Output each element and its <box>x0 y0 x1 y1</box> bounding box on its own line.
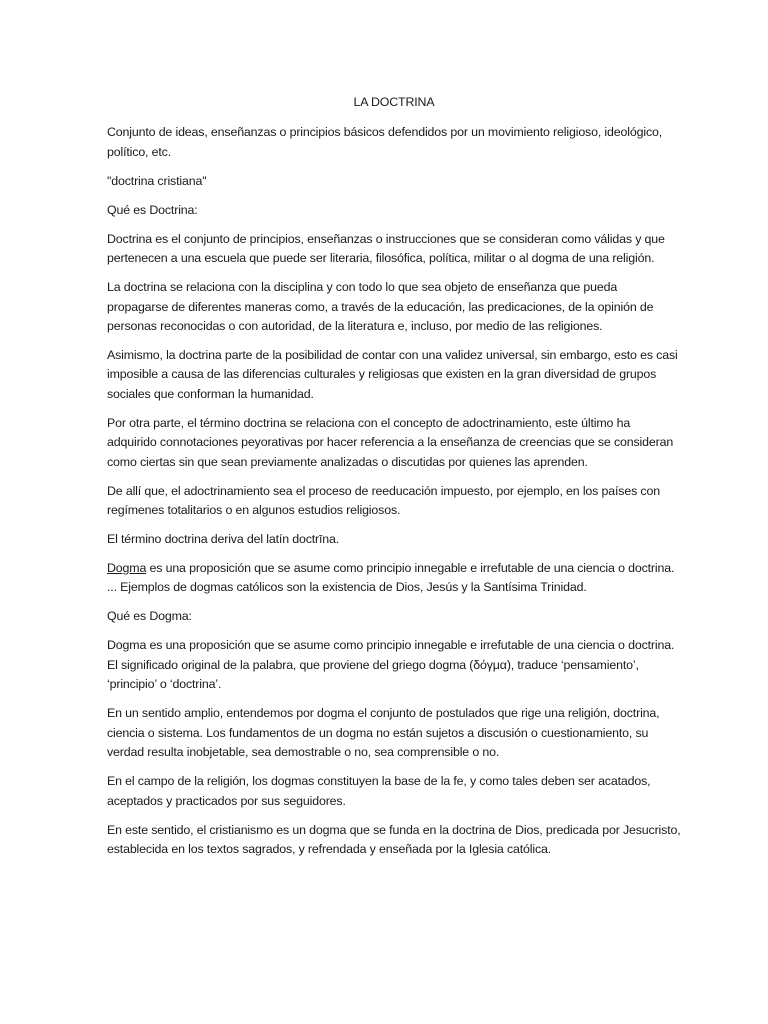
paragraph-adoctrinamiento: Por otra parte, el término doctrina se relaciona con el concepto de adoctrinamiento, este último ha adquirido connotaciones peyorativas por hacer referencia a la enseñanza de creencias que se consideran como ciertas sin que sean previamente analizadas o discutidas por quienes las aprenden. <box>107 415 674 469</box>
paragraph-dogma-intro <box>107 559 681 598</box>
paragraph-sentido-amplio: En un sentido amplio, entendemos por dogma el conjunto de postulados que rige una religión, doctrina, ciencia o sistema. Los fundamentos de un dogma no están sujetos a discusión o cuestionamiento, su verdad resulta inobjetable, sea demostrable o no, sea comprensible o no. <box>107 706 660 760</box>
paragraph-dogma-definicion: Dogma es una proposición que se asume como principio innegable e irrefutable de una ciencia o doctrina. El significado original de la palabra, que proviene del griego dogma (δόγμα), traduce ‘pensamiento’, ‘principio’ o ‘doctrina’. <box>107 638 675 692</box>
paragraph-campo-religion: En el campo de la religión, los dogmas constituyen la base de la fe, y como tales deben ser acatados, aceptados y practicados por sus seguidores. <box>107 774 651 808</box>
document-title: LA DOCTRINA <box>353 95 435 109</box>
paragraph-definition: Conjunto de ideas, enseñanzas o principios básicos defendidos por un movimiento religioso, ideológico, político, etc. <box>107 125 663 159</box>
paragraph-etimologia: El término doctrina deriva del latín doctrīna. <box>107 532 340 547</box>
paragraph-doctrina-disciplina: La doctrina se relaciona con la disciplina y con todo lo que sea objeto de enseñanza que pueda propagarse de diferentes maneras como, a través de la educación, las predicaciones, de la opinión de personas reconocidas o con autoridad, de la literatura e, incluso, por medio de las religiones. <box>107 280 654 334</box>
paragraph-de-alli: De allí que, el adoctrinamiento sea el proceso de reeducación impuesto, por ejemplo, en los países con regímenes totalitarios o en algunos estudios religiosos. <box>107 483 660 518</box>
paragraph-cristianismo: En este sentido, el cristianismo es un dogma que se funda en la doctrina de Dios, predicada por Jesucristo, establecida en los textos sagrados, y refrendada y enseñada por la Iglesia católica. <box>107 822 681 856</box>
paragraph-doctrina-conjunto: Doctrina es el conjunto de principios, enseñanzas o instrucciones que se consideran como válidas y que pertenecen a una escuela que puede ser literaria, filosófica, política, militar o al dogma de una religión. <box>107 231 665 266</box>
heading-que-es-dogma: Qué es Dogma: <box>107 609 192 624</box>
paragraph-example: "doctrina cristiana" <box>107 173 207 188</box>
dogma-intro-text: es una proposición que se asume como principio innegable e irrefutable de una ciencia o doctrina. ... Ejemplos de dogmas católicos son la existencia de Dios, Jesús y la Santísima Trinidad. <box>107 561 675 595</box>
dogma-link[interactable]: Dogma <box>107 561 147 576</box>
document-page <box>107 93 681 869</box>
paragraph-asimismo: Asimismo, la doctrina parte de la posibilidad de contar con una validez universal, sin embargo, esto es casi imposible a causa de las diferencias culturales y religiosas que existen en la gran diversidad de grupos sociales que conforman la humanidad. <box>107 348 678 401</box>
heading-que-es-doctrina: Qué es Doctrina: <box>107 202 198 217</box>
